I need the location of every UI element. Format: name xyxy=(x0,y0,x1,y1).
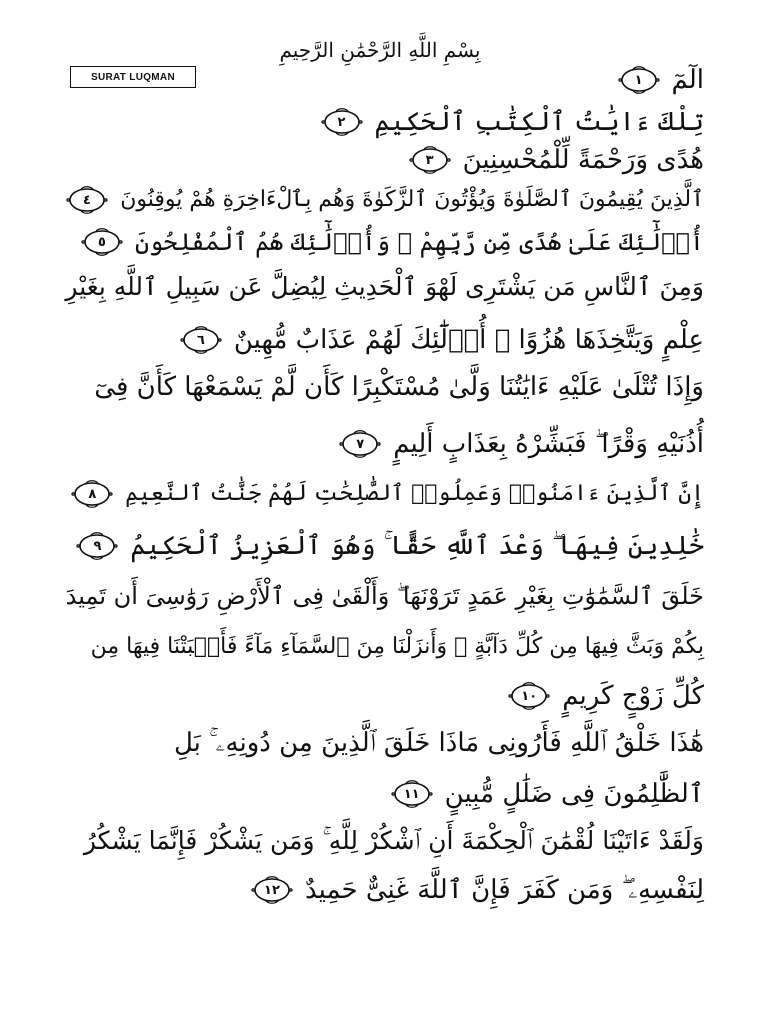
ayah-number-marker xyxy=(337,430,383,458)
verse-line xyxy=(506,682,704,710)
verse-line xyxy=(174,730,704,756)
ayah-number: ٤ xyxy=(83,192,91,208)
verse-text: وَإِذَا تُتْلَىٰ عَلَيْهِ ءَايَٰتُنَا وَلَّىٰ مُسْتَكْبِرًا كَأَن لَّمْ يَسْمَعْهَا كَأَنَّ فِىٓ xyxy=(94,372,704,402)
verse-text: ٱلظَّٰلِمُونَ فِى ضَلَٰلٍ مُّبِينٍ xyxy=(444,779,704,809)
ayah-number-marker xyxy=(506,682,552,710)
verse-line xyxy=(337,430,704,458)
ayah-number-marker xyxy=(79,228,125,256)
verse-line xyxy=(616,66,704,94)
verse-text: هُدًى وَرَحْمَةً لِّلْمُحْسِنِينَ xyxy=(462,145,704,175)
verse-line xyxy=(69,480,704,508)
surah-title-box: SURAT LUQMAN xyxy=(70,66,196,88)
ayah-number-marker xyxy=(64,186,110,214)
verse-line xyxy=(64,636,704,658)
verse-text: بِكُمْ وَبَثَّ فِيهَا مِن كُلِّ دَآبَّةٍ ۚ وَأَنزَلْنَا مِنَ ٱلسَّمَآءِ مَآءً فَأَنۢبَتْنَا فِيهَا مِن xyxy=(90,634,704,659)
ayah-number: ١ xyxy=(634,72,643,88)
verse-text: ٱلَّذِينَ يُقِيمُونَ ٱلصَّلَوٰةَ وَيُؤْتُونَ ٱلزَّكَوٰةَ وَهُم بِٱلْءَاخِرَةِ هُمْ يُوقِنُونَ xyxy=(120,187,704,212)
verse-text: عِلْمٍ وَيَتَّخِذَهَا هُزُوًا ۚ أُو۟لَٰٓئِكَ لَهُمْ عَذَابٌ مُّهِينٌ xyxy=(233,325,704,355)
verse-line xyxy=(64,828,704,853)
bismillah-header: بِسْمِ اللَّهِ الرَّحْمَٰنِ الرَّحِيمِ xyxy=(279,38,481,62)
ayah-number: ٩ xyxy=(93,538,102,554)
verse-text: لِنَفْسِهِۦ ۖ وَمَن كَفَرَ فَإِنَّ ٱللَّهَ غَنِىٌّ حَمِيدٌ xyxy=(304,875,704,905)
ayah-number-marker xyxy=(407,146,453,174)
verse-text: كُلِّ زَوْجٍ كَرِيمٍ xyxy=(562,681,704,711)
verse-line xyxy=(389,780,704,808)
verse-text: وَلَقَدْ ءَاتَيْنَا لُقْمَٰنَ ٱلْحِكْمَةَ أَنِ ٱشْكُرْ لِلَّهِ ۚ وَمَن يَشْكُرْ فَإِنَّمَا يَشْكُرُ xyxy=(83,826,704,855)
verse-line xyxy=(407,146,704,174)
verse-text: الٓمٓ xyxy=(671,65,704,95)
verse-line xyxy=(178,326,704,354)
ayah-number: ٥ xyxy=(98,234,106,250)
verse-text: إِنَّ ٱلَّذِينَ ءَامَنُوا۟ وَعَمِلُوا۟ ٱلصَّٰلِحَٰتِ لَهُمْ جَنَّٰتُ ٱلنَّعِيمِ xyxy=(125,481,704,506)
ayah-number: ١٢ xyxy=(264,882,280,898)
ayah-number-marker xyxy=(178,326,224,354)
verse-line xyxy=(64,186,704,214)
verse-text: تِلْكَ ءَايَٰتُ ٱلْكِتَٰبِ ٱلْحَكِيمِ xyxy=(374,107,704,137)
ayah-number-marker xyxy=(319,108,365,136)
ayah-number-marker xyxy=(69,480,115,508)
ayah-number-marker xyxy=(616,66,662,94)
verse-line xyxy=(79,228,704,256)
ayah-number: ٢ xyxy=(337,114,346,130)
verse-line xyxy=(64,584,704,608)
verse-line xyxy=(249,876,704,904)
ayah-number: ١٠ xyxy=(521,688,538,704)
verse-line xyxy=(74,532,704,560)
ayah-number-marker xyxy=(389,780,435,808)
ayah-number-marker xyxy=(74,532,120,560)
verse-line xyxy=(319,108,704,136)
verse-text: أُو۟لَٰٓئِكَ عَلَىٰ هُدًى مِّن رَّبِّهِمْ ۖ وَأُو۟لَٰٓئِكَ هُمُ ٱلْمُفْلِحُونَ xyxy=(135,228,704,256)
ayah-number: ٣ xyxy=(425,152,434,168)
verse-line xyxy=(64,274,704,299)
ayah-number-marker xyxy=(249,876,295,904)
ayah-number: ١١ xyxy=(403,786,420,802)
ayah-number: ٧ xyxy=(356,436,365,452)
verse-text: خَلَقَ ٱلسَّمَٰوَٰتِ بِغَيْرِ عَمَدٍ تَرَوْنَهَا ۖ وَأَلْقَىٰ فِى ٱلْأَرْضِ رَوَٰسِىَ أَن تَمِيدَ xyxy=(65,582,704,610)
verse-text: هَٰذَا خَلْقُ ٱللَّهِ فَأَرُونِى مَاذَا خَلَقَ ٱلَّذِينَ مِن دُونِهِۦ ۚ بَلِ xyxy=(173,728,704,758)
verse-text: أُذُنَيْهِ وَقْرًا ۖ فَبَشِّرْهُ بِعَذَابٍ أَلِيمٍ xyxy=(393,429,704,459)
ayah-number: ٨ xyxy=(88,486,97,502)
verse-line xyxy=(64,374,704,400)
ayah-number: ٦ xyxy=(196,332,205,348)
verse-text: وَمِنَ ٱلنَّاسِ مَن يَشْتَرِى لَهْوَ ٱلْحَدِيثِ لِيُضِلَّ عَن سَبِيلِ ٱللَّهِ بِغَيْرِ xyxy=(65,272,704,301)
verse-text: خَٰلِدِينَ فِيهَا ۖ وَعْدَ ٱللَّهِ حَقًّا ۚ وَهُوَ ٱلْعَزِيزُ ٱلْحَكِيمُ xyxy=(130,531,704,561)
